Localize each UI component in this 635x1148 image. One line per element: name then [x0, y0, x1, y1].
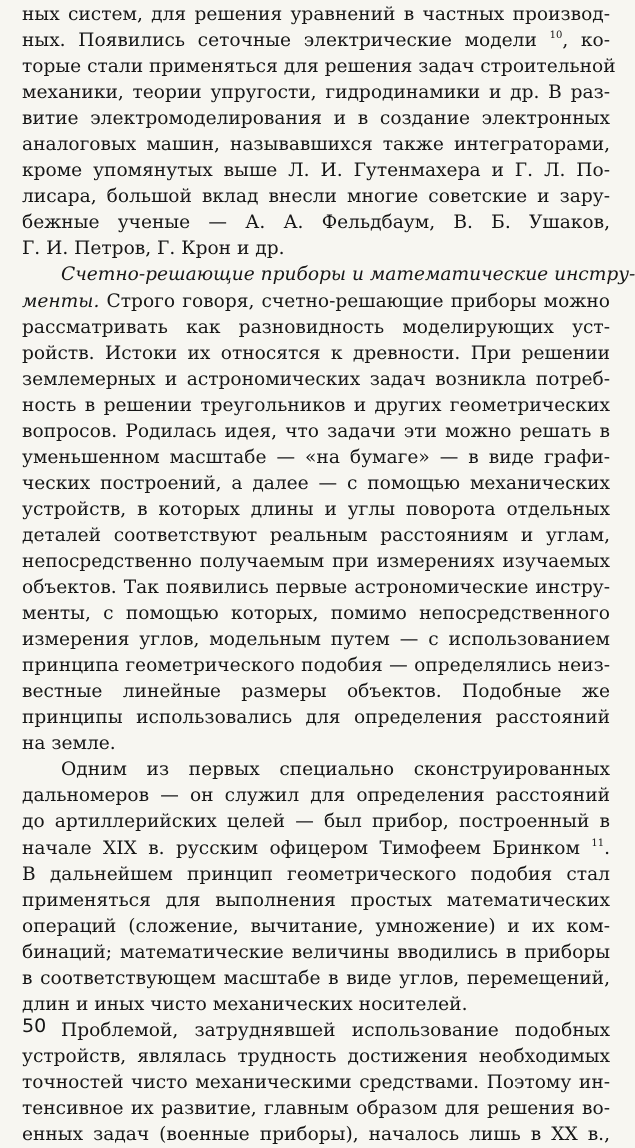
page-number: 50 [22, 1015, 47, 1037]
footnote-ref: 10 [549, 30, 563, 42]
section-heading: менты. [22, 290, 100, 312]
text-line: землемерных и астрономических задач возникла потреб- [22, 368, 610, 390]
text-line: объектов. Так появились первые астрономические инстру- [22, 577, 610, 599]
text-line: бежные ученые — А. А. Фельдбаум, В. Б. Ушаков, [22, 212, 610, 234]
text-line: Г. И. Петров, Г. Крон и др. [22, 238, 285, 260]
text-line: применяться для выполнения простых математических [22, 889, 610, 911]
text-line: непосредственно получаемым при измерениях изучаемых [22, 550, 610, 572]
text-line: вестные линейные размеры объектов. Подобные же [22, 681, 610, 703]
text-line: до артиллерийских целей — был прибор, построенный в [22, 811, 610, 833]
text-line: деталей соответствуют реальным расстояниям и углам, [22, 524, 610, 546]
text-line: лисара, большой вклад внесли многие советские и зару- [22, 186, 610, 208]
text-line: бинаций; математические величины вводились в приборы [22, 941, 610, 963]
text-line: кроме упомянутых выше Л. И. Гутенмахера и Г. Л. По- [22, 160, 610, 182]
text-line: ных систем, для решения уравнений в частных производ- [22, 4, 610, 25]
footnote-ref: 11 [591, 837, 605, 849]
text-line: ность в решении треугольников и других геометрических [22, 394, 610, 416]
text-line: вопросов. Родилась идея, что задачи эти можно решать в [22, 420, 610, 442]
text-line: Проблемой, затруднявшей использование подобных [61, 1019, 610, 1041]
text-line: аналоговых машин, называвшихся также интеграторами, [22, 134, 610, 156]
text-line: тенсивное их развитие, главным образом для решения во- [22, 1097, 610, 1119]
text-line: принципа геометрического подобия — определялись неиз- [22, 655, 610, 677]
text-line: Одним из первых специально сконструированных [61, 759, 610, 781]
text-line: принципы использовались для определения расстояний [22, 707, 610, 729]
text-line: менты. Строго говоря, счетно-решающие приборы можно [22, 290, 610, 312]
text-line: механики, теории упругости, гидродинамики и др. В раз- [22, 82, 610, 104]
text-line: дальномеров — он служил для определения расстояний [22, 785, 610, 807]
text-line: торые стали применяться для решения задач строительной [22, 56, 616, 78]
body-text [22, 2, 635, 1148]
text-line: енных задач (военные приборы), началось лишь в XX в., [22, 1124, 610, 1146]
text-line: витие электромоделирования и в создание электронных [22, 108, 610, 130]
text-line: устройств, являлась трудность достижения необходимых [22, 1045, 610, 1067]
text-line: операций (сложение, вычитание, умножение) и их ком- [22, 915, 610, 937]
text-line: менты, с помощью которых, помимо непосредственного [22, 603, 610, 625]
text-line: точностей чисто механическими средствами. Поэтому ин- [22, 1071, 610, 1093]
text-line: измерения углов, модельным путем — с использованием [22, 629, 610, 651]
text-line: уменьшенном масштабе — «на бумаге» — в виде графи- [22, 446, 610, 468]
text-line: ройств. Истоки их относятся к древности. При решении [22, 342, 610, 364]
text-line: ных. Появились сеточные электрические модели $^{10}$, ко- [22, 30, 610, 52]
text-line: начале XIX в. русским офицером Тимофеем Бринком $^{11}$. [22, 837, 610, 859]
text-line [22, 262, 635, 288]
text-line: на земле. [22, 733, 116, 755]
section-heading: Счетно-решающие приборы и математические инстру- [61, 264, 635, 286]
text-line: рассматривать как разновидность моделирующих уст- [22, 316, 610, 338]
text-line: устройств, в которых длины и углы поворота отдельных [22, 498, 610, 520]
text-line: В дальнейшем принцип геометрического подобия стал [22, 863, 610, 885]
text-line: ческих построений, а далее — с помощью механических [22, 472, 610, 494]
text-line: в соответствующем масштабе в виде углов, перемещений, [22, 967, 610, 989]
text-line: длин и иных чисто механических носителей. [22, 993, 468, 1015]
